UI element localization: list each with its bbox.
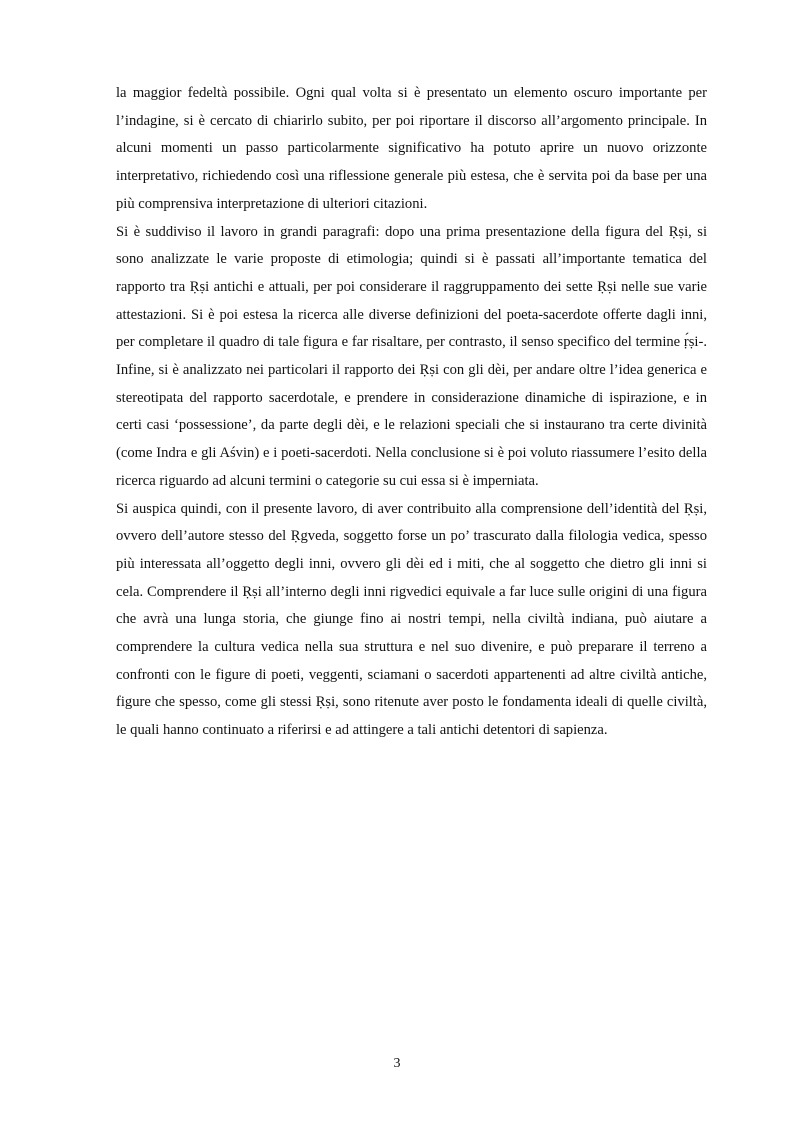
paragraph-3: Si auspica quindi, con il presente lavoro, di aver contribuito alla comprensione dell’identità del Ṛṣi, ovvero dell’autore stesso del Ṛgveda, soggetto forse un po’ trascurato dalla filologia vedica, spesso più interessata all’oggetto degli inni, ovvero gli dèi ed i miti, che al soggetto che dietro gli inni si cela. Comprendere il Ṛṣi all’interno degli inni rigvedici equivale a far luce sulle origini di una figura che avrà una lunga storia, che giunge fino ai nostri tempi, nella civiltà indiana, può aiutare a comprendere la cultura vedica nella sua struttura e nel suo divenire, e può preparare il terreno a confronti con le figure di poeti, veggenti, sciamani o sacerdoti appartenenti ad altre civiltà antiche, figure che spesso, come gli stessi Ṛṣi, sono ritenute aver posto le fondamenta ideali di quelle civiltà, le quali hanno continuato a riferirsi e ad attingere a tali antichi detentori di sapienza.	[116, 500, 707, 739]
paragraph-1: la maggior fedeltà possibile. Ogni qual volta si è presentato un elemento oscuro importante per l’indagine, si è cercato di chiarirlo subito, per poi riportare il discorso all’argomento principale. In alcuni momenti un passo particolarmente significativo ha potuto aprire un nuovo orizzonte interpretativo, richiedendo così una riflessione generale più estesa, che è servita poi da base per una più comprensiva interpretazione di ulteriori citazioni.	[116, 85, 707, 212]
paragraph-2: Si è suddiviso il lavoro in grandi paragrafi: dopo una prima presentazione della figura del Ṛṣi, si sono analizzate le varie proposte di etimologia; quindi si è passati all’importante tematica del rapporto tra Ṛṣi antichi e attuali, per poi considerare il raggruppamento dei sette Ṛṣi nelle sue varie attestazioni. Si è poi estesa la ricerca alle diverse definizioni del poeta-sacerdote offerte dagli inni, per completare il quadro di tale figura e far risaltare, per contrasto, il senso specifico del termine ṛ́ṣi-. Infine, si è analizzato nei particolari il rapporto dei Ṛṣi con gli dèi, per andare oltre l’idea generica e stereotipata del rapporto sacerdotale, e prendere in considerazione dinamiche di ispirazione, e in certi casi ‘possessione’, da parte degli dèi, e le relazioni speciali che si instaurano tra certe divinità (come Indra e gli Aśvin) e i poeti-sacerdoti. Nella conclusione si è poi voluto riassumere l’esito della ricerca riguardo ad alcuni termini o categorie su cui essa si è imperniata.	[116, 223, 707, 489]
page-number: 3	[393, 1056, 401, 1071]
body-text	[116, 80, 707, 745]
